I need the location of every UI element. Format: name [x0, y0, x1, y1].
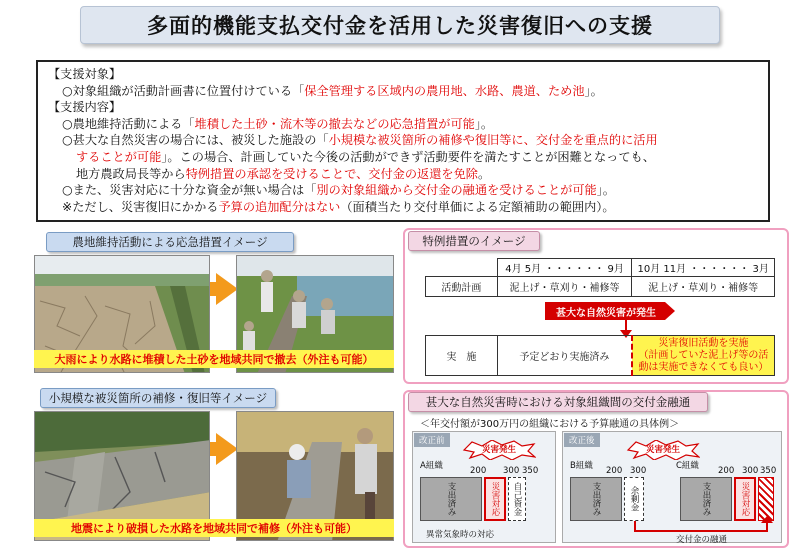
support-line-5: ○また、災害対応に十分な資金が無い場合は「別の対象組織から交付金の融通を受けることが可能」。: [62, 183, 615, 198]
after-burst-label: 災害発生: [645, 445, 680, 455]
special-caption: 特例措置のイメージ: [408, 231, 540, 251]
transfer-arrow-line: [634, 530, 768, 532]
before-tick-350: 350: [522, 466, 539, 476]
transfer-subtitle: ＜年交付額が300万円の組織における予算融通の具体例＞: [420, 419, 680, 430]
after-b-paid-bar: 支出済み: [570, 477, 622, 521]
support-target-line: ○対象組織が活動計画書に位置付けている「保全管理する区域内の農用地、水路、農道、ため池」。: [62, 83, 603, 98]
before-disaster-bar: 災害対応: [484, 477, 506, 521]
before-note: 異常気象時の対応: [426, 530, 495, 540]
exec-second-half: 災害復旧活動を実施 （計画していた泥上げ等の活 動は実施できなくても良い）: [632, 336, 775, 376]
before-tick-300: 300: [503, 466, 520, 476]
support-target-heading: 【支援対象】: [48, 67, 122, 81]
support-line-6: ※ただし、災害復旧にかかる予算の追加配分はない（面積当たり交付単価による定額補助の範囲内）。: [62, 199, 615, 214]
page-title: 多面的機能支払交付金を活用した災害復旧への支援: [80, 6, 720, 44]
period-first-half: 4月 5月 ・・・・・・ 9月: [497, 259, 632, 277]
support-line-4: 地方農政局長等から特例措置の承認を受けることで、交付金の返還を免除。: [76, 166, 491, 181]
after-c-disaster-bar: 災害対応: [734, 477, 756, 521]
repair-photo-caption: 地震により破損した水路を地域共同で補修（外注も可能）: [34, 519, 394, 537]
before-burst-label: 災害発生: [481, 445, 516, 455]
disaster-label: 甚大な自然災害が発生: [556, 307, 656, 319]
after-label: 改正後: [564, 433, 600, 447]
org-c-label: C組織: [676, 461, 699, 471]
row-exec-label: 実 施: [426, 336, 498, 376]
support-line-2: ○甚大な自然災害の場合には、被災した施設の「小規模な被災箇所の補修や復旧等に、交付金を重点的に活用: [62, 133, 658, 148]
period-second-half: 10月 11月 ・・・・・・ 3月: [632, 259, 775, 277]
after-note: 交付金の融通: [676, 535, 728, 545]
plan-first-half: 泥上げ・草刈り・補修等: [497, 277, 632, 297]
org-b-label: B組織: [570, 461, 593, 471]
repair-arrow-icon: [216, 433, 238, 465]
after-c-transfer-bar: [758, 477, 774, 521]
schedule-table: [425, 258, 775, 297]
after-b-tick-200: 200: [606, 466, 623, 476]
after-b-tick-300: 300: [630, 466, 647, 476]
before-paid-bar: 支出済み: [420, 477, 482, 521]
emergency-arrow-icon: [216, 273, 238, 305]
row-plan-label: 活動計画: [426, 277, 498, 297]
after-c-paid-bar: 支出済み: [680, 477, 732, 521]
plan-second-half: 泥上げ・草刈り・補修等: [632, 277, 775, 297]
support-content-heading: 【支援内容】: [48, 100, 122, 115]
transfer-caption: 甚大な自然災害時における対象組織間の交付金融通: [408, 392, 708, 412]
emergency-caption: 農地維持活動による応急措置イメージ: [46, 232, 294, 252]
support-line-3: することが可能」。この場合、計画していた今後の活動ができず活動要件を満たすことが困難となっても、: [76, 149, 655, 164]
execution-table: [425, 335, 775, 376]
transfer-arrow-icon: [761, 516, 773, 523]
after-b-surplus-bar: 余剰金: [624, 477, 644, 521]
exec-first-half: 予定どおり実施済み: [497, 336, 632, 376]
before-tick-200: 200: [470, 466, 487, 476]
support-summary-box: [36, 60, 770, 222]
repair-caption: 小規模な被災箇所の補修・復旧等イメージ: [40, 388, 276, 408]
support-line-1: ○農地維持活動による「堆積した土砂・流木等の撤去などの応急措置が可能」。: [62, 116, 494, 131]
org-a-label: A組織: [420, 461, 443, 471]
before-label: 改正前: [414, 433, 450, 447]
after-c-tick-300: 300: [742, 466, 759, 476]
after-c-tick-350: 350: [760, 466, 777, 476]
after-c-tick-200: 200: [718, 466, 735, 476]
emergency-photo-caption: 大雨により水路に堆積した土砂を地域共同で撤去（外注も可能）: [34, 350, 394, 368]
before-own-funds-bar: 自己資金: [508, 477, 526, 521]
